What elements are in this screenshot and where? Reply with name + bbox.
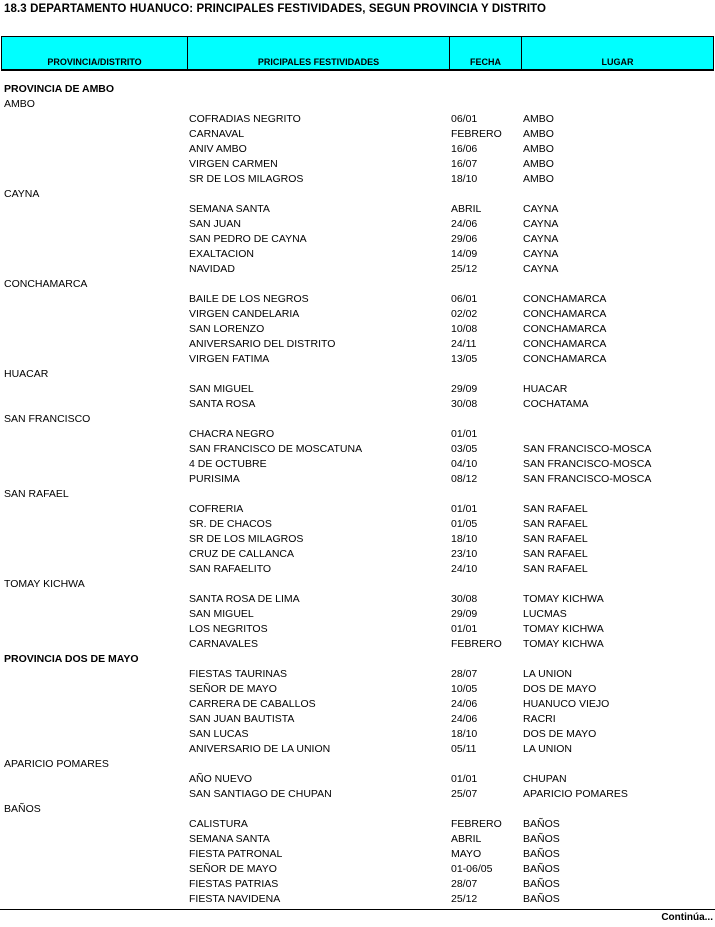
festival-cell: SAN LUCAS: [189, 728, 249, 740]
festival-cell: VIRGEN CARMEN: [189, 158, 278, 170]
district-row: [0, 412, 715, 427]
date-cell: 24/11: [451, 338, 477, 350]
festival-cell: SAN MIGUEL: [189, 383, 254, 395]
district-name: CAYNA: [4, 188, 40, 200]
place-cell: BAÑOS: [523, 863, 560, 875]
table-row: [0, 877, 715, 892]
date-cell: 29/09: [451, 608, 478, 620]
table-row: [0, 547, 715, 562]
place-cell: DOS DE MAYO: [523, 728, 597, 740]
festival-cell: FIESTA NAVIDENA: [189, 893, 281, 905]
district-row: [0, 97, 715, 112]
table-row: [0, 337, 715, 352]
table-row: [0, 172, 715, 187]
district-row: [0, 367, 715, 382]
place-cell: AMBO: [523, 113, 554, 125]
table-row: [0, 847, 715, 862]
date-cell: 05/11: [451, 743, 477, 755]
date-cell: 01/01: [451, 503, 478, 515]
place-cell: TOMAY KICHWA: [523, 638, 604, 650]
festival-cell: ANIV AMBO: [189, 143, 247, 155]
festival-cell: BAILE DE LOS NEGROS: [189, 293, 309, 305]
table-row: [0, 427, 715, 442]
place-cell: CONCHAMARCA: [523, 353, 607, 365]
district-name: HUACAR: [4, 368, 49, 380]
date-cell: 01/01: [451, 773, 478, 785]
table-row: [0, 352, 715, 367]
place-cell: BAÑOS: [523, 848, 560, 860]
festival-cell: AÑO NUEVO: [189, 773, 253, 785]
festival-cell: FIESTA PATRONAL: [189, 848, 283, 860]
place-cell: HUANUCO VIEJO: [523, 698, 610, 710]
date-cell: 01/01: [451, 428, 478, 440]
festival-cell: SAN MIGUEL: [189, 608, 254, 620]
table-body: [0, 82, 715, 907]
place-cell: SAN FRANCISCO-MOSCA: [523, 473, 652, 485]
date-cell: 16/07: [451, 158, 478, 170]
table-row: [0, 217, 715, 232]
date-cell: FEBRERO: [451, 818, 502, 830]
continued-note: Continúa...: [661, 912, 713, 923]
date-cell: 29/09: [451, 383, 478, 395]
date-cell: 10/08: [451, 323, 478, 335]
date-cell: 28/07: [451, 878, 478, 890]
table-row: [0, 682, 715, 697]
place-cell: CONCHAMARCA: [523, 308, 607, 320]
festival-cell: SAN LORENZO: [189, 323, 265, 335]
table-row: [0, 532, 715, 547]
table-row: [0, 232, 715, 247]
table-row: [0, 517, 715, 532]
place-cell: CHUPAN: [523, 773, 567, 785]
festival-cell: SAN JUAN: [189, 218, 241, 230]
district-name: SAN FRANCISCO: [4, 413, 91, 425]
place-cell: BAÑOS: [523, 878, 560, 890]
festival-cell: SAN SANTIAGO DE CHUPAN: [189, 788, 332, 800]
place-cell: SAN RAFAEL: [523, 503, 588, 515]
festival-cell: FIESTAS TAURINAS: [189, 668, 288, 680]
festival-cell: SAN FRANCISCO DE MOSCATUNA: [189, 443, 363, 455]
district-name: APARICIO POMARES: [4, 758, 109, 770]
date-cell: 08/12: [451, 473, 478, 485]
festival-cell: NAVIDAD: [189, 263, 235, 275]
column-header-distrito: PROVINCIA/DISTRITO: [47, 57, 142, 67]
festival-cell: CARNAVALES: [189, 638, 259, 650]
festival-cell: ANIVERSARIO DEL DISTRITO: [189, 338, 336, 350]
place-cell: CONCHAMARCA: [523, 293, 607, 305]
date-cell: 24/06: [451, 713, 478, 725]
place-cell: DOS DE MAYO: [523, 683, 597, 695]
place-cell: BAÑOS: [523, 818, 560, 830]
festival-cell: SR DE LOS MILAGROS: [189, 173, 304, 185]
table-row: [0, 472, 715, 487]
column-header-lugar: LUGAR: [521, 37, 713, 69]
festival-cell: SEÑOR DE MAYO: [189, 683, 277, 695]
festival-cell: 4 DE OCTUBRE: [189, 458, 267, 470]
festival-cell: SAN RAFAELITO: [189, 563, 272, 575]
date-cell: ABRIL: [451, 833, 482, 845]
date-cell: 01/05: [451, 518, 478, 530]
table-row: [0, 397, 715, 412]
place-cell: CONCHAMARCA: [523, 323, 607, 335]
place-cell: APARICIO POMARES: [523, 788, 628, 800]
district-row: [0, 487, 715, 502]
date-cell: 28/07: [451, 668, 478, 680]
festival-cell: CHACRA NEGRO: [189, 428, 275, 440]
place-cell: SAN FRANCISCO-MOSCA: [523, 443, 652, 455]
festival-cell: CALISTURA: [189, 818, 248, 830]
festival-cell: LOS NEGRITOS: [189, 623, 268, 635]
place-cell: TOMAY KICHWA: [523, 623, 604, 635]
place-cell: CONCHAMARCA: [523, 338, 607, 350]
festival-cell: SEÑOR DE MAYO: [189, 863, 277, 875]
place-cell: BAÑOS: [523, 833, 560, 845]
date-cell: 10/05: [451, 683, 478, 695]
festival-cell: SEMANA SANTA: [189, 203, 270, 215]
district-name: TOMAY KICHWA: [4, 578, 85, 590]
place-cell: RACRI: [523, 713, 556, 725]
table-row: [0, 727, 715, 742]
festival-cell: CARRERA DE CABALLOS: [189, 698, 316, 710]
date-cell: 23/10: [451, 548, 478, 560]
table-row: [0, 892, 715, 907]
festival-cell: ANIVERSARIO DE LA UNION: [189, 743, 331, 755]
table-header: [1, 36, 714, 70]
festival-cell: COFRADIAS NEGRITO: [189, 113, 301, 125]
festival-cell: EXALTACION: [189, 248, 254, 260]
date-cell: MAYO: [451, 848, 482, 860]
table-row: [0, 247, 715, 262]
place-cell: SAN RAFAEL: [523, 518, 588, 530]
date-cell: 24/06: [451, 698, 478, 710]
place-cell: CAYNA: [523, 248, 559, 260]
date-cell: 24/10: [451, 563, 478, 575]
place-cell: SAN RAFAEL: [523, 533, 588, 545]
date-cell: 18/10: [451, 533, 478, 545]
date-cell: 01-06/05: [451, 863, 493, 875]
district-name: AMBO: [4, 98, 35, 110]
place-cell: AMBO: [523, 128, 554, 140]
festival-cell: VIRGEN FATIMA: [189, 353, 270, 365]
place-cell: TOMAY KICHWA: [523, 593, 604, 605]
table-row: [0, 817, 715, 832]
date-cell: 01/01: [451, 623, 478, 635]
province-name: PROVINCIA DOS DE MAYO: [4, 653, 139, 665]
place-cell: SAN RAFAEL: [523, 548, 588, 560]
date-cell: 02/02: [451, 308, 478, 320]
table-row: [0, 667, 715, 682]
place-cell: AMBO: [523, 173, 554, 185]
festival-cell: SR DE LOS MILAGROS: [189, 533, 304, 545]
festival-cell: CRUZ DE CALLANCA: [189, 548, 295, 560]
district-name: CONCHAMARCA: [4, 278, 88, 290]
festival-cell: CARNAVAL: [189, 128, 245, 140]
date-cell: 04/10: [451, 458, 478, 470]
table-row: [0, 307, 715, 322]
table-row: [0, 157, 715, 172]
date-cell: 24/06: [451, 218, 478, 230]
place-cell: LA UNION: [523, 743, 573, 755]
table-row: [0, 772, 715, 787]
table-row: [0, 592, 715, 607]
festival-cell: SR. DE CHACOS: [189, 518, 272, 530]
district-row: [0, 277, 715, 292]
place-cell: COCHATAMA: [523, 398, 589, 410]
table-row: [0, 697, 715, 712]
date-cell: 29/06: [451, 233, 478, 245]
date-cell: ABRIL: [451, 203, 482, 215]
place-cell: SAN RAFAEL: [523, 563, 588, 575]
table-row: [0, 862, 715, 877]
festival-cell: PURISIMA: [189, 473, 240, 485]
table-row: [0, 382, 715, 397]
festival-cell: SAN PEDRO DE CAYNA: [189, 233, 307, 245]
place-cell: CAYNA: [523, 233, 559, 245]
table-row: [0, 142, 715, 157]
festival-cell: SANTA ROSA DE LIMA: [189, 593, 300, 605]
date-cell: 18/10: [451, 173, 478, 185]
table-row: [0, 322, 715, 337]
date-cell: 25/12: [451, 893, 478, 905]
table-row: [0, 442, 715, 457]
festival-cell: VIRGEN CANDELARIA: [189, 308, 300, 320]
table-row: [0, 112, 715, 127]
place-cell: AMBO: [523, 143, 554, 155]
date-cell: 06/01: [451, 293, 478, 305]
table-row: [0, 562, 715, 577]
date-cell: 16/06: [451, 143, 478, 155]
place-cell: BAÑOS: [523, 893, 560, 905]
festival-cell: FIESTAS PATRIAS: [189, 878, 279, 890]
district-name: BAÑOS: [4, 803, 41, 815]
place-cell: LA UNION: [523, 668, 573, 680]
festival-cell: SAN JUAN BAUTISTA: [189, 713, 295, 725]
date-cell: 13/05: [451, 353, 478, 365]
table-row: [0, 622, 715, 637]
table-row: [0, 712, 715, 727]
date-cell: 25/07: [451, 788, 478, 800]
table-row: [0, 202, 715, 217]
table-row: [0, 292, 715, 307]
table-row: [0, 637, 715, 652]
province-name: PROVINCIA DE AMBO: [4, 83, 115, 95]
date-cell: FEBRERO: [451, 638, 502, 650]
place-cell: CAYNA: [523, 218, 559, 230]
date-cell: 30/08: [451, 593, 478, 605]
district-row: [0, 577, 715, 592]
header-divider: [1, 70, 714, 71]
date-cell: 25/12: [451, 263, 478, 275]
province-row: [0, 82, 715, 97]
place-cell: HUACAR: [523, 383, 568, 395]
table-row: [0, 787, 715, 802]
table-row: [0, 127, 715, 142]
place-cell: CAYNA: [523, 203, 559, 215]
district-name: SAN RAFAEL: [4, 488, 69, 500]
column-header-fecha: FECHA: [449, 37, 521, 69]
bottom-divider: [0, 909, 715, 910]
table-row: [0, 502, 715, 517]
column-header-festividades: PRICIPALES FESTIVIDADES: [187, 37, 449, 69]
date-cell: FEBRERO: [451, 128, 502, 140]
page-title: 18.3 DEPARTAMENTO HUANUCO: PRINCIPALES FESTIVIDADES, SEGUN PROVINCIA Y DISTRITO: [4, 3, 547, 15]
date-cell: 06/01: [451, 113, 478, 125]
date-cell: 14/09: [451, 248, 478, 260]
district-row: [0, 802, 715, 817]
festival-cell: SANTA ROSA: [189, 398, 256, 410]
place-cell: LUCMAS: [523, 608, 567, 620]
place-cell: SAN FRANCISCO-MOSCA: [523, 458, 652, 470]
district-row: [0, 187, 715, 202]
place-cell: CAYNA: [523, 263, 559, 275]
date-cell: 18/10: [451, 728, 478, 740]
festival-cell: COFRERIA: [189, 503, 244, 515]
festival-cell: SEMANA SANTA: [189, 833, 270, 845]
district-row: [0, 757, 715, 772]
table-row: [0, 457, 715, 472]
table-row: [0, 262, 715, 277]
date-cell: 30/08: [451, 398, 478, 410]
place-cell: AMBO: [523, 158, 554, 170]
table-row: [0, 607, 715, 622]
table-row: [0, 832, 715, 847]
province-row: [0, 652, 715, 667]
date-cell: 03/05: [451, 443, 478, 455]
table-row: [0, 742, 715, 757]
